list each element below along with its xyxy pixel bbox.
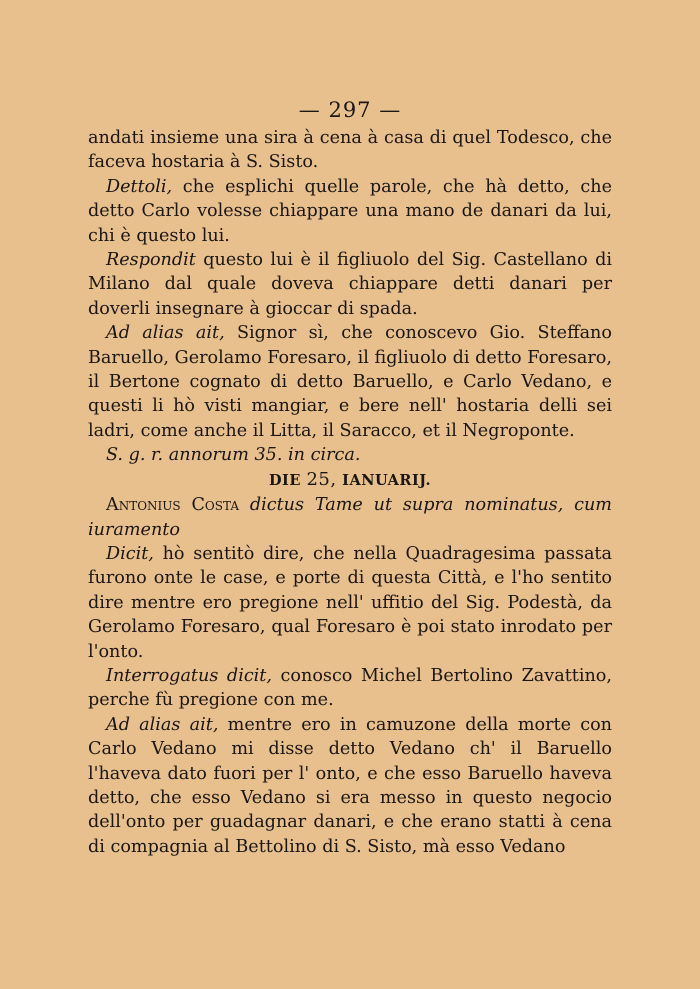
paragraph-8-text: mentre ero in camuzone della morte con Carlo Vedano mi disse detto Vedano ch' il Baruello l'haveva dato fuori per l' onto, e che esso Baruello haveva detto, che esso Vedano si era messo in questo negocio dell'onto per guadagnar danari, e che erano statti à cena di compagnia al Bettolino di S. Sisto, mà esso Vedano: [88, 714, 612, 857]
paragraph-3-lead: Respondit: [106, 250, 196, 271]
paragraph-7-lead: Interrogatus dicit,: [106, 665, 272, 686]
witness-name: Antonius Costa: [106, 495, 239, 516]
date-prefix: DIE: [268, 471, 301, 489]
date-month: IANUARIJ.: [342, 471, 432, 489]
paragraph-3-text: questo lui è il figliuolo del Sig. Castellano di Milano dal quale doveva chiappare detti danari per doverli insegnare à gioccar di spada.: [88, 250, 612, 319]
page-number: — 297 —: [298, 98, 402, 122]
paragraph-8: [88, 713, 612, 859]
paragraph-8-lead: Ad alias ait,: [106, 714, 219, 735]
paragraph-2: [88, 175, 612, 248]
date-heading: [88, 468, 612, 493]
paragraph-7: [88, 664, 612, 713]
date-day: 25,: [306, 468, 337, 490]
paragraph-4: [88, 321, 612, 443]
paragraph-6: [88, 542, 612, 664]
witness-intro: [88, 493, 612, 542]
paragraph-7-text: conosco Michel Bertolino Zavattino, perche fù pregione con me.: [88, 665, 612, 711]
paragraph-6-lead: Dicit,: [106, 543, 154, 564]
witness-description: dictus Tame ut supra nominatus, cum iuramento: [88, 495, 612, 540]
paragraph-5: [88, 443, 612, 467]
paragraph-2-text: che esplichi quelle parole, che hà detto, che detto Carlo volesse chiappare una mano de danari da lui, chi è questo lui.: [88, 176, 612, 246]
paragraph-4-text: Signor sì, che conoscevo Gio. Steffano Baruello, Gerolamo Foresaro, il figliuolo di detto Foresaro, il Bertone cognato di detto Baruello, e Carlo Vedano, e questi li hò visti mangiar, e bere nell' hostaria delli sei ladri, come anche il Litta, il Saracco, et il Negroponte.: [88, 323, 612, 441]
paragraph-5-lead: S. g. r. annorum 35. in circa.: [106, 445, 361, 466]
paragraph-1: [88, 126, 612, 175]
paragraph-2-lead: Dettoli,: [106, 176, 173, 197]
paragraph-6-text: hò sentitò dire, che nella Quadragesima passata furono onte le case, e porte di questa Città, e l'ho sentito dire mentre ero pregione nell' uffitio del Sig. Podestà, da Gerolamo Foresaro, qual Foresaro è poi stato inrodato per l'onto.: [88, 543, 612, 662]
paragraph-4-lead: Ad alias ait,: [106, 323, 225, 344]
paragraph-1-text: andati insieme una sira à cena à casa di quel Todesco, che faceva hostaria à S. Sisto.: [88, 128, 612, 173]
body-text: [88, 126, 612, 859]
paragraph-3: [88, 248, 612, 321]
